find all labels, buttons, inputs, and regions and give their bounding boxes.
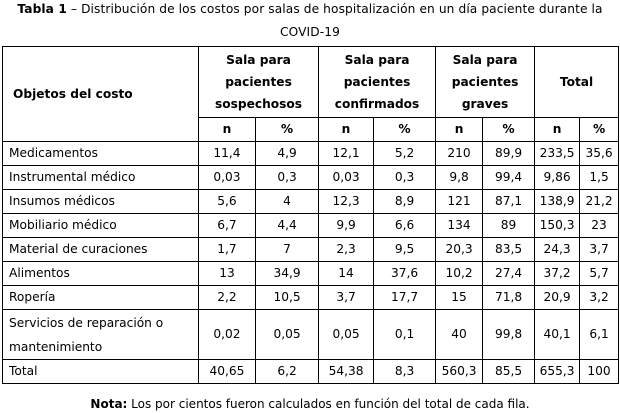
table-cell: 9,9 [319,214,374,238]
table-cell: 100 [580,360,619,384]
table-cell: 10,5 [256,286,319,310]
row-label: Instrumental médico [3,166,199,190]
table-cell: 71,8 [483,286,535,310]
table-cell: 0,1 [374,310,436,360]
table-cell: 2,2 [199,286,256,310]
table-row [3,286,619,310]
table-cell: 5,6 [199,190,256,214]
table-cell: 4 [256,190,319,214]
table-cell: 2,3 [319,238,374,262]
table-cell: 24,3 [535,238,580,262]
table-cell: 0,02 [199,310,256,360]
table-cell: 15 [436,286,483,310]
table-cell: 99,4 [483,166,535,190]
table-row [3,190,619,214]
row-label: Insumos médicos [3,190,199,214]
row-label: Medicamentos [3,142,199,166]
row-header-cell: Objetos del costo [3,47,199,142]
table-cell: 14 [319,262,374,286]
row-label: Material de curaciones [3,238,199,262]
table-cell: 121 [436,190,483,214]
table-cell: 3,2 [580,286,619,310]
table-cell: 0,03 [319,166,374,190]
table-cell: 9,86 [535,166,580,190]
table-cell: 233,5 [535,142,580,166]
sub-header-cell: n [199,118,256,142]
table-cell: 1,7 [199,238,256,262]
table-cell: 87,1 [483,190,535,214]
table-cell: 0,3 [256,166,319,190]
table-cell: 0,05 [256,310,319,360]
table-cell: 9,5 [374,238,436,262]
table-cell: 9,8 [436,166,483,190]
table-cell: 8,3 [374,360,436,384]
table-cell: 20,9 [535,286,580,310]
table-cell: 89 [483,214,535,238]
table-cell: 655,3 [535,360,580,384]
table-cell: 3,7 [319,286,374,310]
sub-header-cell: % [256,118,319,142]
total-row [3,360,619,384]
sub-header-cell: n [436,118,483,142]
table-cell: 35,6 [580,142,619,166]
table-cell: 8,9 [374,190,436,214]
table-cell: 99,8 [483,310,535,360]
group-header-confirmados: Sala para pacientes confirmados [319,47,436,118]
table-cell: 4,9 [256,142,319,166]
table-cell: 6,7 [199,214,256,238]
row-label: Mobiliario médico [3,214,199,238]
table-cell: 0,05 [319,310,374,360]
table-cell: 20,3 [436,238,483,262]
table-cell: 4,4 [256,214,319,238]
row-label: Servicios de reparación o mantenimiento [3,310,199,360]
sub-header-cell: n [535,118,580,142]
table-note [0,396,620,413]
table-cell: 12,1 [319,142,374,166]
table-cell: 150,3 [535,214,580,238]
table-cell: 0,3 [374,166,436,190]
group-header-sospechosos: Sala para pacientes sospechosos [199,47,319,118]
table-row [3,262,619,286]
sub-header-cell: % [483,118,535,142]
group-header-row [3,47,619,118]
table-cell: 138,9 [535,190,580,214]
table-row [3,214,619,238]
table-cell: 37,6 [374,262,436,286]
table-row [3,166,619,190]
table-cell: 21,2 [580,190,619,214]
table-cell: 54,38 [319,360,374,384]
caption-text: – Distribución de los costos por salas de hospitalización en un día paciente durante la COVID-19 [66,2,603,39]
table-cell: 210 [436,142,483,166]
note-label: Nota: [90,397,128,411]
table-cell: 560,3 [436,360,483,384]
table-cell: 0,03 [199,166,256,190]
table-cell: 1,5 [580,166,619,190]
note-text: Los por cientos fueron calculados en función del total de cada fila. [127,397,530,411]
table-cell: 7 [256,238,319,262]
table-cell: 6,2 [256,360,319,384]
group-header-graves: Sala para pacientes graves [436,47,535,118]
table-row [3,238,619,262]
table-cell: 40,65 [199,360,256,384]
table-cell: 40 [436,310,483,360]
table-cell: 37,2 [535,262,580,286]
sub-header-cell: n [319,118,374,142]
table-caption [0,0,620,44]
group-header-total: Total [535,47,619,118]
table-cell: 5,7 [580,262,619,286]
table-cell: 34,9 [256,262,319,286]
row-label: Alimentos [3,262,199,286]
table-cell: 27,4 [483,262,535,286]
table-cell: 13 [199,262,256,286]
table-cell: 12,3 [319,190,374,214]
sub-header-cell: % [580,118,619,142]
row-label: Ropería [3,286,199,310]
row-label: Total [3,360,199,384]
table-cell: 83,5 [483,238,535,262]
table-cell: 6,1 [580,310,619,360]
sub-header-cell: % [374,118,436,142]
table-cell: 89,9 [483,142,535,166]
caption-label: Tabla 1 [17,2,67,16]
table-cell: 23 [580,214,619,238]
table-cell: 17,7 [374,286,436,310]
table-cell: 85,5 [483,360,535,384]
table-cell: 3,7 [580,238,619,262]
table-row [3,310,619,360]
table-cell: 40,1 [535,310,580,360]
cost-table [2,46,619,384]
table-cell: 11,4 [199,142,256,166]
table-cell: 10,2 [436,262,483,286]
table-cell: 134 [436,214,483,238]
table-cell: 5,2 [374,142,436,166]
table-row [3,142,619,166]
table-cell: 6,6 [374,214,436,238]
